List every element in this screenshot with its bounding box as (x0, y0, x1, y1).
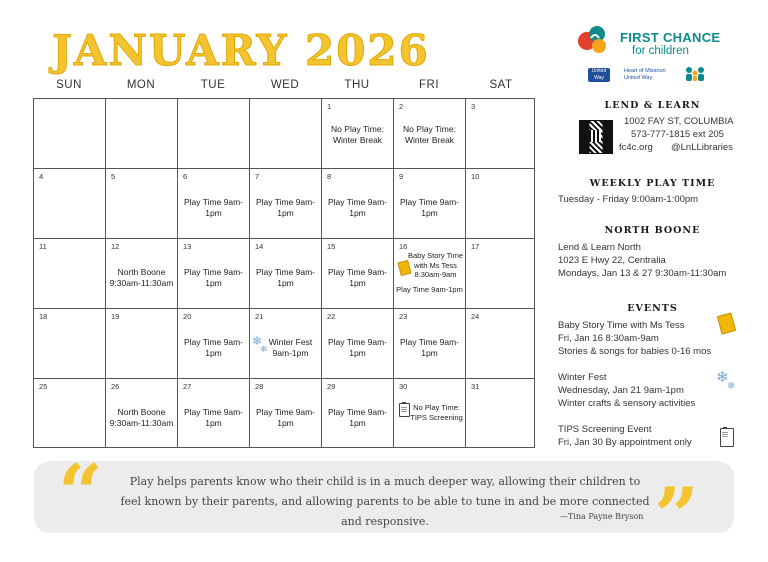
event3-title: TIPS Screening Event (558, 424, 652, 435)
calendar-cell (394, 99, 466, 169)
event2-title: Winter Fest (558, 372, 607, 383)
lend-learn-heading: LEND & LEARN (604, 100, 701, 111)
dow-tue: TUE (200, 79, 226, 91)
snowflake-icon: ❄ (252, 334, 263, 348)
lend-learn-social[interactable]: @LnLLibraries (671, 142, 733, 153)
day-event: Play Time 9am-1pm (183, 197, 244, 218)
united-way-text: Heart of Missouri United Way (624, 68, 666, 81)
day-number: 10 (471, 172, 480, 181)
dow-sun: SUN (56, 79, 82, 91)
day-number: 4 (39, 172, 44, 181)
day-number: 15 (327, 242, 336, 251)
day-number: 23 (399, 312, 408, 321)
calendar-cell-empty (178, 99, 250, 169)
open-quote-icon: “ (58, 448, 103, 539)
calendar-grid (33, 98, 535, 448)
day-number: 6 (183, 172, 188, 181)
day-event: North Boone 9:30am-11:30am (109, 267, 174, 288)
calendar-cell (322, 309, 394, 379)
day-event: Play Time 9am-1pm (255, 197, 316, 218)
day-number: 31 (471, 382, 480, 391)
event2-desc: Winter crafts & sensory activities (558, 398, 696, 409)
day-event: Play Time 9am-1pm (255, 267, 316, 288)
day-number: 1 (327, 102, 332, 111)
page-title: JANUARY 2026 (52, 26, 430, 75)
close-quote-icon: ” (654, 471, 699, 562)
day-event: Play Time 9am-1pm (396, 285, 463, 294)
quote-author: —Tina Payne Bryson (560, 512, 644, 521)
calendar-cell (178, 379, 250, 448)
calendar-cell (466, 239, 535, 309)
day-number: 14 (255, 242, 264, 251)
calendar-cell (394, 239, 466, 309)
calendar-cell (178, 239, 250, 309)
day-number: 27 (183, 382, 192, 391)
day-event: No Play Time: TIPS Screening (410, 403, 463, 422)
calendar-cell (250, 309, 322, 379)
people-icon (683, 66, 707, 82)
day-event: Baby Story Time with Ms Tess 8:30am-9am (407, 251, 464, 279)
snowflake-icon: ❄ (716, 369, 729, 386)
day-event: No Play Time: Winter Break (403, 124, 456, 145)
calendar-cell (466, 379, 535, 448)
north-boone-line1: Lend & Learn North (558, 242, 641, 253)
day-number: 5 (111, 172, 116, 181)
day-number: 12 (111, 242, 120, 251)
calendar-cell (322, 239, 394, 309)
north-boone-heading: NORTH BOONE (604, 225, 701, 236)
day-number: 30 (399, 382, 408, 391)
snowflake-icon: ❄ (260, 344, 268, 354)
weekly-heading: WEEKLY PLAY TIME (589, 178, 716, 189)
day-number: 21 (255, 312, 264, 321)
quote-text: Play helps parents know who their child is in a much deeper way, allowing their children to feel known by their parents, and allowing parents to be able to tune in and be more connected and responsive. (120, 475, 650, 528)
day-event: No Play Time: Winter Break (331, 124, 384, 145)
event2-when: Wednesday, Jan 21 9am-1pm (558, 385, 684, 396)
clipboard-icon (720, 428, 734, 447)
event1-when: Fri, Jan 16 8:30am-9am (558, 333, 659, 344)
dow-mon: MON (126, 79, 156, 91)
snowflake-icon: ❄ (727, 381, 736, 392)
qr-code-pattern (589, 130, 601, 142)
calendar-cell (466, 169, 535, 239)
calendar-cell (34, 169, 106, 239)
calendar-cell (322, 99, 394, 169)
day-number: 8 (327, 172, 332, 181)
calendar-cell (250, 379, 322, 448)
day-number: 26 (111, 382, 120, 391)
day-number: 17 (471, 242, 480, 251)
day-number: 7 (255, 172, 260, 181)
calendar-cell (322, 169, 394, 239)
event3-when: Fri, Jan 30 By appointment only (558, 437, 692, 448)
events-heading: EVENTS (627, 303, 678, 314)
day-event: Play Time 9am-1pm (327, 407, 388, 428)
dow-wed: WED (270, 79, 300, 91)
day-number: 20 (183, 312, 192, 321)
day-event: North Boone 9:30am-11:30am (109, 407, 174, 428)
lend-learn-website[interactable]: fc4c.org (619, 142, 653, 153)
day-event: Play Time 9am-1pm (399, 337, 460, 358)
day-event: Winter Fest 9am-1pm (268, 337, 313, 358)
day-number: 16 (399, 242, 408, 251)
day-number: 25 (39, 382, 48, 391)
day-number: 11 (39, 242, 47, 251)
lend-learn-address: 1002 FAY ST, COLUMBIA (624, 116, 734, 127)
dow-fri: FRI (418, 79, 440, 91)
day-event: Play Time 9am-1pm (327, 337, 388, 358)
day-number: 19 (111, 312, 120, 321)
calendar-cell (250, 239, 322, 309)
first-chance-logo-icon (577, 24, 609, 56)
dow-sat: SAT (489, 79, 513, 91)
calendar-cell (250, 169, 322, 239)
united-way-logo: United Way (588, 68, 610, 82)
calendar-cell (394, 169, 466, 239)
day-number: 18 (39, 312, 48, 321)
dow-thu: THU (344, 79, 370, 91)
north-boone-line2: 1023 E Hwy 22, Centralia (558, 255, 666, 266)
north-boone-line3: Mondays, Jan 13 & 27 9:30am-11:30am (558, 268, 727, 279)
calendar-cell (466, 309, 535, 379)
calendar-cell (106, 379, 178, 448)
calendar-cell (394, 379, 466, 448)
calendar-cell (34, 309, 106, 379)
lend-learn-phone: 573-777-1815 ext 205 (631, 129, 724, 140)
day-number: 29 (327, 382, 336, 391)
logo-title: FIRST CHANCE (620, 30, 721, 45)
weekly-text: Tuesday - Friday 9:00am-1:00pm (558, 194, 699, 205)
day-number: 13 (183, 242, 192, 251)
day-event: Play Time 9am-1pm (327, 197, 388, 218)
day-number: 2 (399, 102, 404, 111)
event1-title: Baby Story Time with Ms Tess (558, 320, 685, 331)
day-event: Play Time 9am-1pm (183, 267, 244, 288)
calendar-cell (178, 309, 250, 379)
day-number: 28 (255, 382, 264, 391)
calendar-cell (394, 309, 466, 379)
calendar-cell-empty (250, 99, 322, 169)
calendar-cell (106, 169, 178, 239)
day-number: 24 (471, 312, 480, 321)
calendar-cell-empty (106, 99, 178, 169)
day-number: 9 (399, 172, 404, 181)
day-number: 22 (327, 312, 336, 321)
logo-subtitle: for children (632, 45, 689, 57)
calendar-cell (106, 309, 178, 379)
calendar-cell (466, 99, 535, 169)
day-event: Play Time 9am-1pm (183, 337, 244, 358)
calendar-cell (106, 239, 178, 309)
day-event: Play Time 9am-1pm (183, 407, 244, 428)
calendar-cell (34, 239, 106, 309)
event1-desc: Stories & songs for babies 0-16 mos (558, 346, 712, 357)
calendar-cell (34, 379, 106, 448)
day-event: Play Time 9am-1pm (399, 197, 460, 218)
day-event: Play Time 9am-1pm (327, 267, 388, 288)
calendar-cell (178, 169, 250, 239)
day-event: Play Time 9am-1pm (255, 407, 316, 428)
calendar-cell-empty (34, 99, 106, 169)
day-number: 3 (471, 102, 476, 111)
calendar-cell (322, 379, 394, 448)
